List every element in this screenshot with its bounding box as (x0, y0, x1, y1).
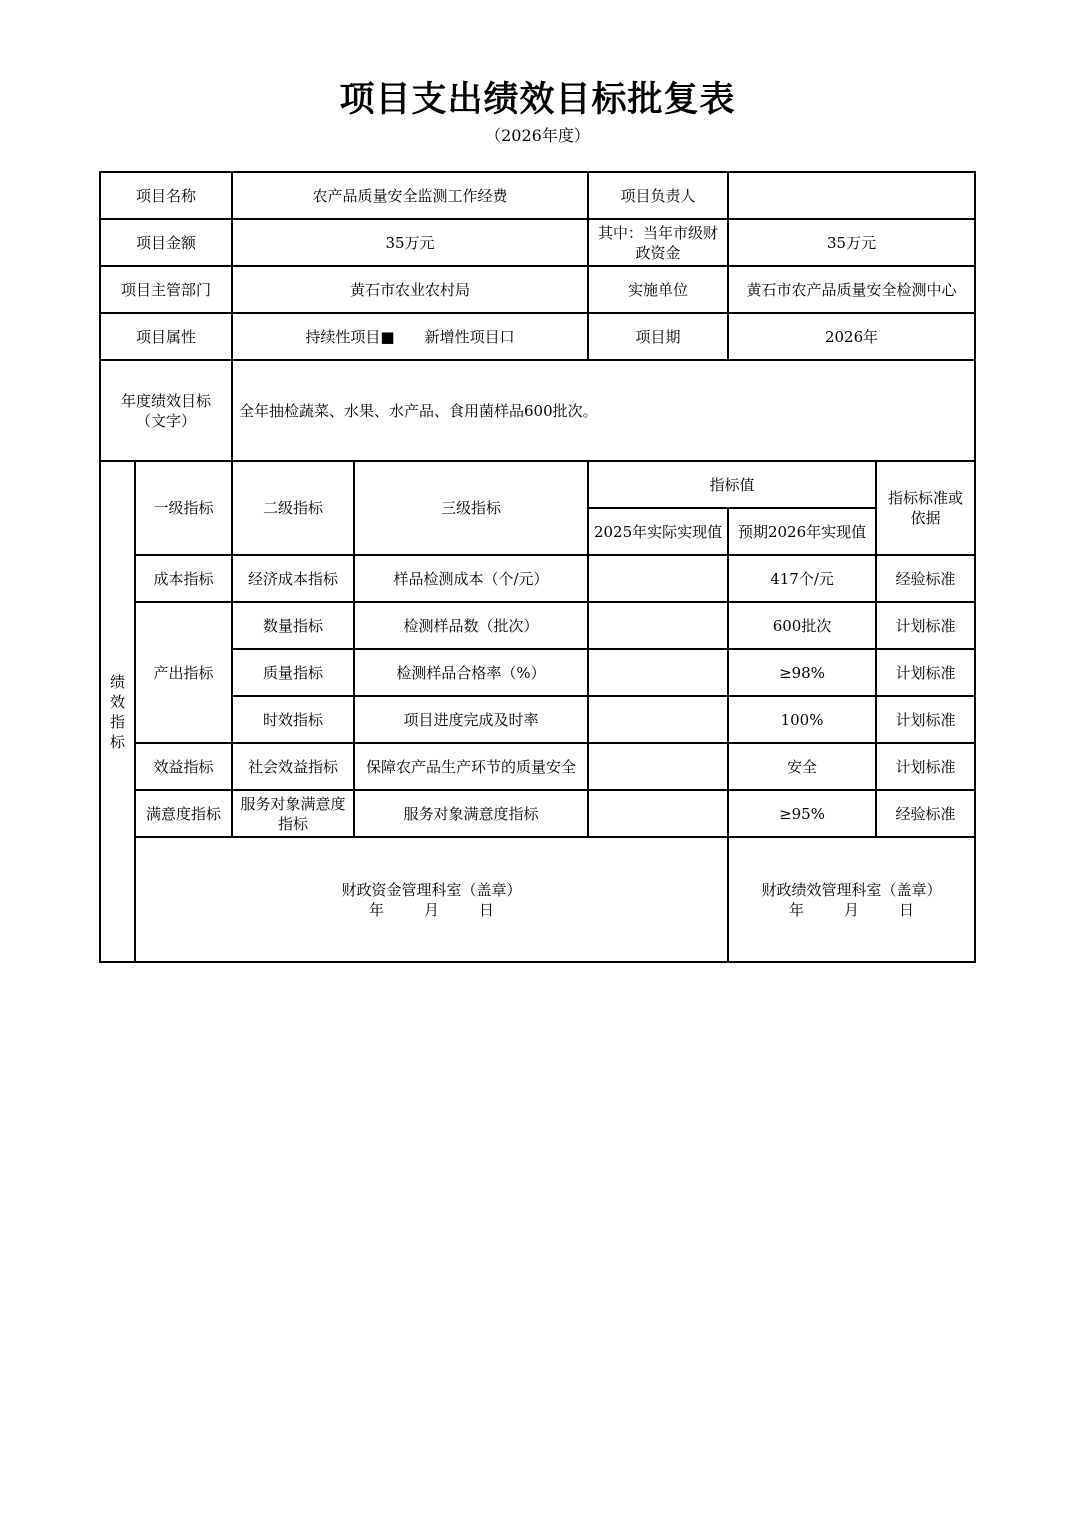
period-value: 2026年 (728, 313, 975, 360)
performance-office-signature (728, 837, 975, 962)
table-row (100, 555, 975, 602)
attribute-label: 项目属性 (100, 313, 232, 360)
date-day: 日 (899, 900, 915, 919)
level2-cell: 经济成本指标 (232, 555, 354, 602)
annual-goal-label: 年度绩效目标（文字） (100, 360, 232, 461)
level2-cell: 社会效益指标 (232, 743, 354, 790)
performance-indicator-section-label: 绩效指标 (100, 461, 135, 962)
expected-2026-cell: ≥95% (728, 790, 876, 837)
header-level3: 三级指标 (354, 461, 588, 555)
expected-2026-cell: 600批次 (728, 602, 876, 649)
attribute-value: 持续性项目■ 新增性项目口 (232, 313, 588, 360)
implementing-unit-value: 黄石市农产品质量安全检测中心 (728, 266, 975, 313)
implementing-unit-label: 实施单位 (588, 266, 728, 313)
table-row (100, 696, 975, 743)
performance-office-date (731, 900, 972, 920)
period-label: 项目期 (588, 313, 728, 360)
standard-cell: 计划标准 (876, 743, 975, 790)
project-name-value: 农产品质量安全监测工作经费 (232, 172, 588, 219)
standard-cell: 计划标准 (876, 696, 975, 743)
row-attribute (100, 313, 975, 360)
expected-2026-cell: 100% (728, 696, 876, 743)
project-leader-label: 项目负责人 (588, 172, 728, 219)
page-title: 项目支出绩效目标批复表 (339, 79, 736, 120)
department-value: 黄石市农业农村局 (232, 266, 588, 313)
actual-2025-cell (588, 555, 728, 602)
indicator-header-row (100, 461, 975, 508)
fiscal-fund-label: 其中：当年市级财政资金 (588, 219, 728, 266)
department-label: 项目主管部门 (100, 266, 232, 313)
fund-office-date (138, 900, 725, 920)
fiscal-fund-value: 35万元 (728, 219, 975, 266)
row-project-amount (100, 219, 975, 266)
year-note: （2026年度） (485, 126, 590, 145)
row-project-name (100, 172, 975, 219)
approval-table (99, 171, 976, 963)
row-annual-goal (100, 360, 975, 461)
level2-cell: 数量指标 (232, 602, 354, 649)
fund-office-signature (135, 837, 728, 962)
performance-office-label: 财政绩效管理科室（盖章） (761, 880, 942, 899)
table-row (100, 790, 975, 837)
table-row (100, 743, 975, 790)
level3-cell: 样品检测成本（个/元） (354, 555, 588, 602)
table-row (100, 649, 975, 696)
row-department (100, 266, 975, 313)
project-amount-label: 项目金额 (100, 219, 232, 266)
level3-cell: 项目进度完成及时率 (354, 696, 588, 743)
actual-2025-cell (588, 649, 728, 696)
level1-output: 产出指标 (135, 602, 232, 743)
standard-cell: 经验标准 (876, 790, 975, 837)
actual-2025-cell (588, 602, 728, 649)
header-level2: 二级指标 (232, 461, 354, 555)
actual-2025-cell (588, 790, 728, 837)
level1-satisfaction: 满意度指标 (135, 790, 232, 837)
date-year: 年 (369, 900, 385, 919)
header-level1: 一级指标 (135, 461, 232, 555)
header-value-group: 指标值 (588, 461, 876, 508)
level1-cost: 成本指标 (135, 555, 232, 602)
level3-cell: 检测样品数（批次） (354, 602, 588, 649)
date-year: 年 (789, 900, 805, 919)
fund-office-label: 财政资金管理科室（盖章） (341, 880, 522, 899)
header-standard: 指标标准或依据 (876, 461, 975, 555)
level2-cell: 质量指标 (232, 649, 354, 696)
actual-2025-cell (588, 696, 728, 743)
project-leader-value (728, 172, 975, 219)
expected-2026-cell: 417个/元 (728, 555, 876, 602)
expected-2026-cell: 安全 (728, 743, 876, 790)
level1-benefit: 效益指标 (135, 743, 232, 790)
level3-cell: 服务对象满意度指标 (354, 790, 588, 837)
signature-row (100, 837, 975, 962)
table-row (100, 602, 975, 649)
level3-cell: 保障农产品生产环节的质量安全 (354, 743, 588, 790)
project-amount-value: 35万元 (232, 219, 588, 266)
standard-cell: 计划标准 (876, 602, 975, 649)
date-month: 月 (424, 900, 440, 919)
date-month: 月 (844, 900, 860, 919)
date-day: 日 (479, 900, 495, 919)
level2-cell: 服务对象满意度指标 (232, 790, 354, 837)
expected-2026-cell: ≥98% (728, 649, 876, 696)
actual-2025-cell (588, 743, 728, 790)
header-actual-2025: 2025年实际实现值 (588, 508, 728, 555)
standard-cell: 计划标准 (876, 649, 975, 696)
standard-cell: 经验标准 (876, 555, 975, 602)
annual-goal-value: 全年抽检蔬菜、水果、水产品、食用菌样品600批次。 (232, 360, 975, 461)
project-name-label: 项目名称 (100, 172, 232, 219)
level2-cell: 时效指标 (232, 696, 354, 743)
header-expected-2026: 预期2026年实现值 (728, 508, 876, 555)
level3-cell: 检测样品合格率（%） (354, 649, 588, 696)
